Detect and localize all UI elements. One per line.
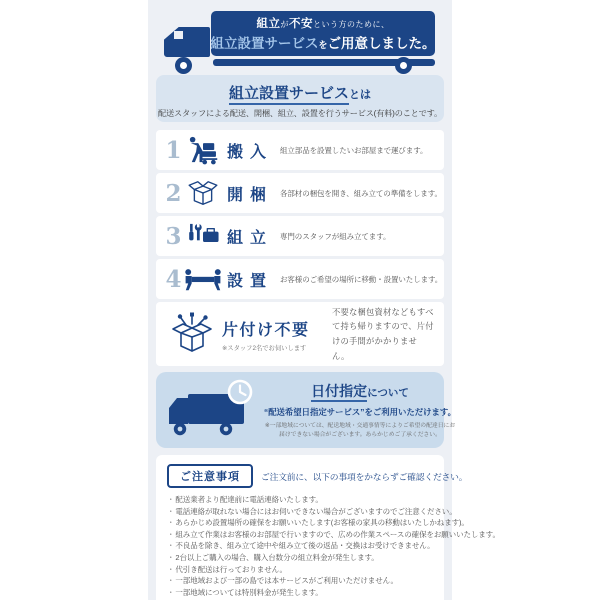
step-title: 開梱 <box>227 186 274 204</box>
banner-text-panel <box>211 11 435 56</box>
date-text-block <box>264 381 456 440</box>
service-about-title: 組立設置サービスとは <box>156 82 444 103</box>
truck-wheel-icon <box>395 57 412 74</box>
banner-line1: 組立が不安という方のために、 <box>256 18 390 30</box>
unpacked-box-icon <box>166 311 218 357</box>
caution-header <box>167 464 468 488</box>
step-description: 組立部品を設置したいお部屋まで運びます。 <box>280 145 428 155</box>
caution-panel <box>156 455 500 600</box>
banner-line2: 組立設置サービスをご用意しました。 <box>210 36 436 51</box>
caution-lead: ご注文前に、以下の事項をかならずご確認ください。 <box>261 471 468 482</box>
caution-item: ・ 不良品を除き、組み立て途中や組み立て後の返品・交換はお受けできません。 <box>167 540 433 552</box>
step-number: 3 <box>165 222 182 250</box>
step-title: 搬入 <box>227 143 274 161</box>
hand-truck-icon <box>182 134 223 166</box>
step-description: 各部材の梱包を開き、組み立ての準備をします。 <box>280 188 442 198</box>
banner-truck <box>148 0 452 75</box>
step-row-carry-in <box>156 130 444 170</box>
cleanup-text-block <box>222 317 332 352</box>
step-title: 組立 <box>227 229 274 247</box>
date-title: 日付指定について <box>264 381 456 401</box>
truck-window-icon <box>174 31 183 39</box>
step-row-unpacking <box>156 173 444 213</box>
step-number: 4 <box>165 265 182 293</box>
caution-item: ・ 組み立て作業はお客様のお部屋で行いますので、広めの作業スペースの確保をお願いいたします。 <box>167 529 433 541</box>
truck-wheel-icon <box>175 57 192 74</box>
step-description: 専門のスタッフが組み立てます。 <box>280 231 391 241</box>
service-about-description: 配送スタッフによる配送、開梱、組立、設置を行うサービス(有料)のことです。 <box>158 109 442 118</box>
caution-item: ・ 電話連絡が取れない場合にはお伺いできない場合がございますのでご注意ください。 <box>167 506 433 518</box>
carrying-furniture-icon <box>182 263 223 295</box>
step-row-assembly <box>156 216 444 256</box>
step-number: 1 <box>165 136 182 164</box>
caution-list <box>167 494 500 598</box>
truck-cab-icon <box>164 27 210 57</box>
step-title: 設置 <box>227 272 274 290</box>
cleanup-panel <box>156 302 444 366</box>
tools-icon <box>182 220 223 252</box>
caution-item: ・ 配送業者より配達前に電話連絡いたします。 <box>167 494 433 506</box>
date-specification-panel <box>156 372 456 448</box>
step-row-installation <box>156 259 444 299</box>
open-box-icon <box>182 177 223 209</box>
service-about-panel <box>156 75 444 122</box>
caution-item: ・ 代引き配送は行っておりません。 <box>167 564 433 576</box>
cleanup-title: 片付け不要 <box>222 321 310 339</box>
caution-item: ・ 一部地域および一部の島では本サービスがご利用いただけません。 <box>167 575 433 587</box>
caution-item: ・ あらかじめ設置場所の確保をお願いいたします(お客様の家具の移動はいたしかねます)。 <box>167 517 433 529</box>
date-lead: “配送希望日指定サービス”をご利用いただけます。 <box>264 406 456 417</box>
caution-item: ・ 2台以上ご購入の場合、購入台数分の組立料金が発生します。 <box>167 552 433 564</box>
step-description: お客様のご希望の場所に移動・設置いたします。 <box>280 274 443 284</box>
caution-item: ・ 一部地域については特別料金が発生します。 <box>167 587 433 599</box>
date-note: ※一部地域については、配送地域・交通事情等によりご希望の配達日にお届けできない場合がございます。あらかじめご了承ください。 <box>264 422 456 438</box>
cleanup-staff-note: ※スタッフ2名でお伺いします <box>222 344 307 352</box>
cleanup-description: 不要な梱包資材などもすべて持ち帰りますので、片付けの手間がかかりません。 <box>332 306 434 361</box>
truck-clock-icon <box>164 379 264 441</box>
caution-label-badge: ご注意事項 <box>167 464 253 488</box>
service-info-column <box>148 0 500 600</box>
step-number: 2 <box>165 179 182 207</box>
